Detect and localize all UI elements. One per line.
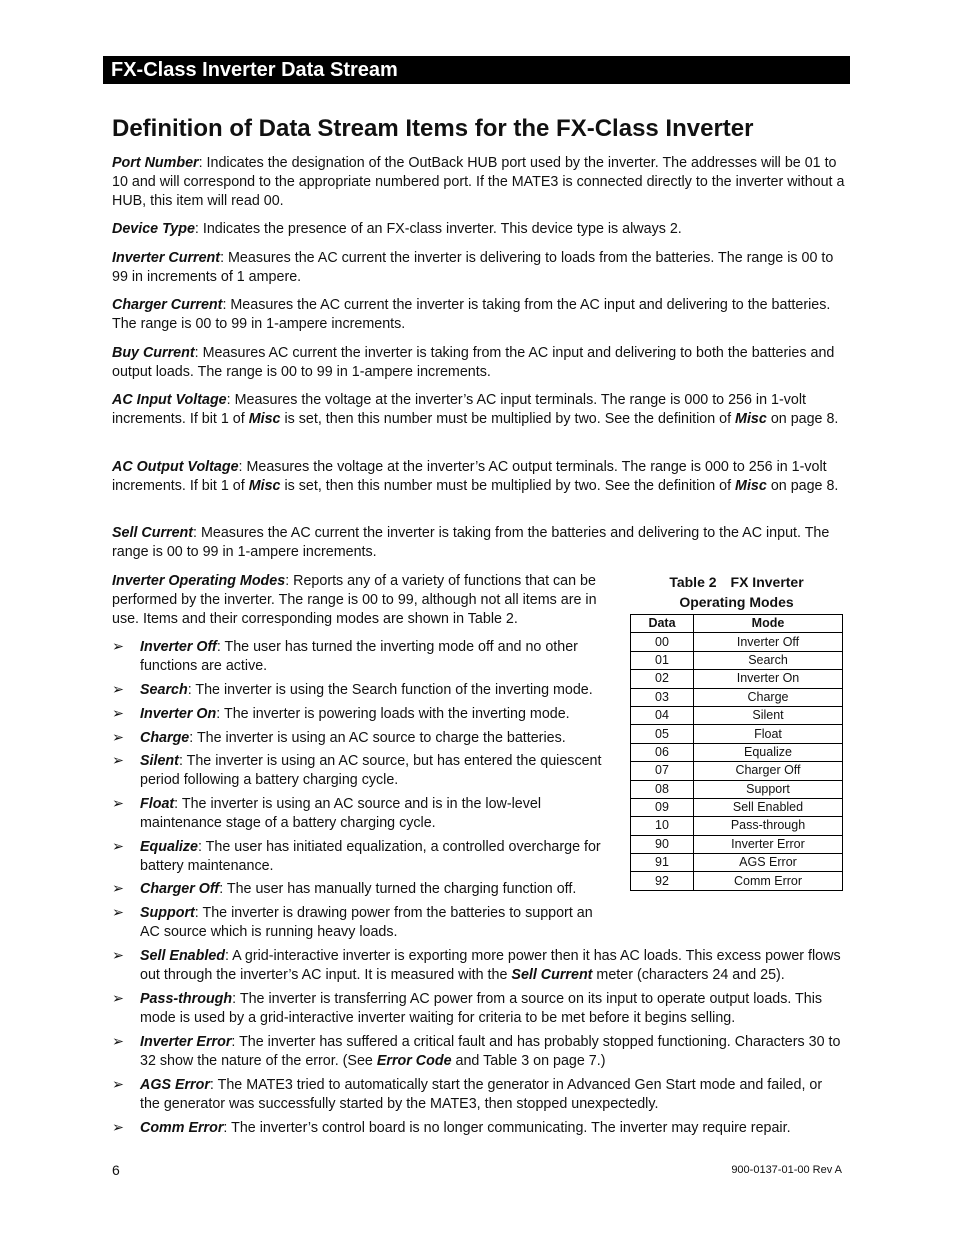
arrow-bullet-icon: ➢ [112, 730, 124, 746]
term: AC Output Voltage [112, 459, 239, 475]
bullet-text: : The inverter is using an AC source, but has entered the quiescent period following a battery charging cycle. [140, 753, 602, 789]
table-row [631, 854, 843, 872]
definition-charger-current [112, 296, 847, 334]
cell-mode: Search [694, 651, 843, 669]
definition-text: : Indicates the presence of an FX-class inverter. This device type is always 2. [194, 221, 682, 237]
bullet-text: : The user has initiated equalization, a controlled overcharge for battery maintenance. [140, 839, 601, 875]
bullet-text: : The inverter is powering loads with the inverting mode. [216, 706, 570, 722]
reference-error-code: Error Code [376, 1053, 452, 1070]
term: Inverter Error [140, 1034, 232, 1050]
table-header-row [631, 615, 843, 633]
term: AGS Error [140, 1077, 210, 1093]
definition-text: on page 8. [766, 478, 839, 495]
list-item [112, 752, 612, 790]
cell-mode: Silent [694, 706, 843, 724]
reference-misc: Misc [735, 411, 767, 428]
definition-inverter-operating-modes [112, 572, 617, 630]
cell-data: 07 [631, 762, 694, 780]
cell-data: 10 [631, 817, 694, 835]
definition-text: is set, then this number must be multiplied by two. See the definition of [280, 411, 736, 428]
arrow-bullet-icon: ➢ [112, 948, 124, 964]
term: Port Number [112, 155, 199, 171]
table-row [631, 743, 843, 761]
definition-text: : Measures the AC current the inverter is delivering to loads from the batteries. The range is 00 to 99 in increments of 1 ampere. [112, 250, 834, 286]
section-banner-title: FX-Class Inverter Data Stream [111, 59, 398, 81]
cell-data: 04 [631, 706, 694, 724]
page-title: Definition of Data Stream Items for the FX-Class Inverter [112, 115, 754, 142]
term: Inverter Current [112, 250, 221, 266]
list-item [112, 795, 612, 833]
table-row [631, 835, 843, 853]
cell-data: 05 [631, 725, 694, 743]
definition-text: : Measures the voltage at the inverter’s AC input terminals. The range is 000 to 256 in 1-volt increments. If bit 1 of [112, 392, 806, 428]
term: Search [140, 682, 188, 698]
cell-data: 09 [631, 798, 694, 816]
definition-device-type [112, 220, 847, 239]
cell-mode: AGS Error [694, 854, 843, 872]
table-caption-title: FX Inverter [730, 574, 804, 590]
list-item [112, 1076, 842, 1114]
table-caption-title-line2: Operating Modes [679, 594, 794, 610]
bullet-text: : The inverter is using the Search function of the inverting mode. [187, 682, 593, 698]
cell-mode: Pass-through [694, 817, 843, 835]
bullet-text: : The user has turned the inverting mode off and no other functions are active. [140, 639, 578, 675]
term: Inverter Off [140, 639, 217, 655]
list-item [112, 1033, 842, 1071]
cell-mode: Equalize [694, 743, 843, 761]
document-id: 900-0137-01-00 Rev A [731, 1164, 842, 1176]
cell-mode: Support [694, 780, 843, 798]
table-row [631, 633, 843, 651]
table-row [631, 706, 843, 724]
definition-text: : Reports any of a variety of functions that can be performed by the inverter. The range is 00 to 99, although not all items are in use. Items and their corresponding modes are shown in Table 2. [112, 573, 597, 628]
cell-data: 90 [631, 835, 694, 853]
bullet-text: : The inverter has suffered a critical fault and has probably stopped functioning. Characters 30 to 32 show the nature of the error. (See [140, 1034, 841, 1070]
arrow-bullet-icon: ➢ [112, 991, 124, 1007]
list-item [112, 904, 612, 942]
cell-data: 08 [631, 780, 694, 798]
reference-misc: Misc [248, 478, 281, 495]
definition-ac-output-voltage [112, 458, 847, 496]
arrow-bullet-icon: ➢ [112, 639, 124, 655]
term: Inverter On [140, 706, 217, 722]
bullet-text: meter (characters 24 and 25). [592, 967, 785, 984]
definition-port-number [112, 154, 847, 212]
section-banner [103, 56, 850, 84]
reference-sell-current: Sell Current [511, 967, 593, 984]
table-row [631, 798, 843, 816]
term: Float [140, 796, 175, 812]
bullet-text: and Table 3 on page 7.) [451, 1053, 606, 1070]
cell-data: 92 [631, 872, 694, 890]
table-row [631, 817, 843, 835]
bullet-text: : The inverter is drawing power from the batteries to support an AC source which is running heavy loads. [140, 905, 593, 941]
definition-text: : Measures the voltage at the inverter’s AC output terminals. The range is 000 to 256 in 1-volt increments. If bit 1 of [112, 459, 827, 495]
definition-text: : Measures the AC current the inverter is taking from the batteries and delivering to the AC input. The range is 00 to 99 in 1-ampere increments. [112, 525, 830, 561]
term: Support [140, 905, 195, 921]
cell-mode: Inverter Error [694, 835, 843, 853]
term: Charge [140, 730, 190, 746]
term: Inverter Operating Modes [112, 573, 286, 589]
bullet-text: : A grid-interactive inverter is exporting more power then it has AC loads. This excess power flows out through the inverter’s AC input. It is measured with the [140, 948, 841, 984]
term: Equalize [140, 839, 198, 855]
term: Device Type [112, 221, 195, 237]
term: Buy Current [112, 345, 195, 361]
term: Silent [140, 753, 179, 769]
arrow-bullet-icon: ➢ [112, 706, 124, 722]
definition-inverter-current [112, 249, 847, 287]
bullet-text: : The inverter is using an AC source and is in the low-level maintenance stage of a battery charging cycle. [140, 796, 542, 832]
arrow-bullet-icon: ➢ [112, 753, 124, 769]
list-item [112, 838, 612, 876]
arrow-bullet-icon: ➢ [112, 839, 124, 855]
bullet-text: : The inverter is using an AC source to charge the batteries. [189, 730, 566, 746]
operating-modes-table [630, 614, 843, 891]
definition-text: is set, then this number must be multiplied by two. See the definition of [280, 478, 736, 495]
arrow-bullet-icon: ➢ [112, 1120, 124, 1136]
list-item [112, 638, 612, 676]
list-item [112, 990, 842, 1028]
cell-mode: Float [694, 725, 843, 743]
list-item [112, 947, 842, 985]
cell-mode: Inverter Off [694, 633, 843, 651]
term: Comm Error [140, 1120, 224, 1136]
term: Charger Current [112, 297, 223, 313]
bullet-text: : The inverter is transferring AC power from a source on its input to operate output loads. This mode is used by a grid-interactive inverter waiting for criteria to be met before it begins selling. [140, 991, 823, 1027]
term: Sell Enabled [140, 948, 226, 964]
cell-mode: Charge [694, 688, 843, 706]
table-caption-number: Table 2 [669, 574, 717, 590]
table-row [631, 688, 843, 706]
cell-mode: Inverter On [694, 670, 843, 688]
bullet-text: : The user has manually turned the charging function off. [219, 881, 577, 897]
definition-sell-current [112, 524, 847, 562]
arrow-bullet-icon: ➢ [112, 881, 124, 897]
definition-ac-input-voltage [112, 391, 847, 429]
bullet-text: : The inverter’s control board is no longer communicating. The inverter may require repair. [223, 1120, 791, 1136]
definition-text: : Measures the AC current the inverter is taking from the AC input and delivering to the batteries. The range is 00 to 99 in 1-ampere increments. [112, 297, 831, 333]
reference-misc: Misc [248, 411, 281, 428]
table-row [631, 780, 843, 798]
definition-text: : Indicates the designation of the OutBack HUB port used by the inverter. The addresses will be 01 to 10 and will correspond to the appropriate numbered port. If the MATE3 is connected directly to the inverter without a HUB, this item will read 00. [112, 155, 845, 210]
arrow-bullet-icon: ➢ [112, 1034, 124, 1050]
cell-data: 06 [631, 743, 694, 761]
cell-data: 00 [631, 633, 694, 651]
cell-data: 02 [631, 670, 694, 688]
table-row [631, 670, 843, 688]
arrow-bullet-icon: ➢ [112, 682, 124, 698]
term: Pass-through [140, 991, 233, 1007]
reference-misc: Misc [735, 478, 767, 495]
column-header-mode: Mode [694, 615, 843, 633]
definition-text: on page 8. [766, 411, 839, 428]
term: AC Input Voltage [112, 392, 227, 408]
arrow-bullet-icon: ➢ [112, 1077, 124, 1093]
term: Sell Current [112, 525, 194, 541]
definition-text: : Measures AC current the inverter is taking from the AC input and delivering to both the batteries and output loads. The range is 00 to 99 in 1-ampere increments. [112, 345, 835, 381]
table-row [631, 725, 843, 743]
table-row [631, 762, 843, 780]
cell-data: 01 [631, 651, 694, 669]
column-header-data: Data [631, 615, 694, 633]
cell-data: 91 [631, 854, 694, 872]
table-row [631, 651, 843, 669]
definition-buy-current [112, 344, 847, 382]
cell-data: 03 [631, 688, 694, 706]
table-row [631, 872, 843, 890]
arrow-bullet-icon: ➢ [112, 905, 124, 921]
arrow-bullet-icon: ➢ [112, 796, 124, 812]
cell-mode: Comm Error [694, 872, 843, 890]
cell-mode: Charger Off [694, 762, 843, 780]
page-number: 6 [112, 1162, 120, 1178]
bullet-text: : The MATE3 tried to automatically start the generator in Advanced Gen Start mode and failed, or the generator was successfully started by the MATE3, then stopped unexpectedly. [140, 1077, 823, 1113]
table-caption [630, 572, 843, 612]
term: Charger Off [140, 881, 220, 897]
cell-mode: Sell Enabled [694, 798, 843, 816]
list-item [112, 1119, 842, 1138]
